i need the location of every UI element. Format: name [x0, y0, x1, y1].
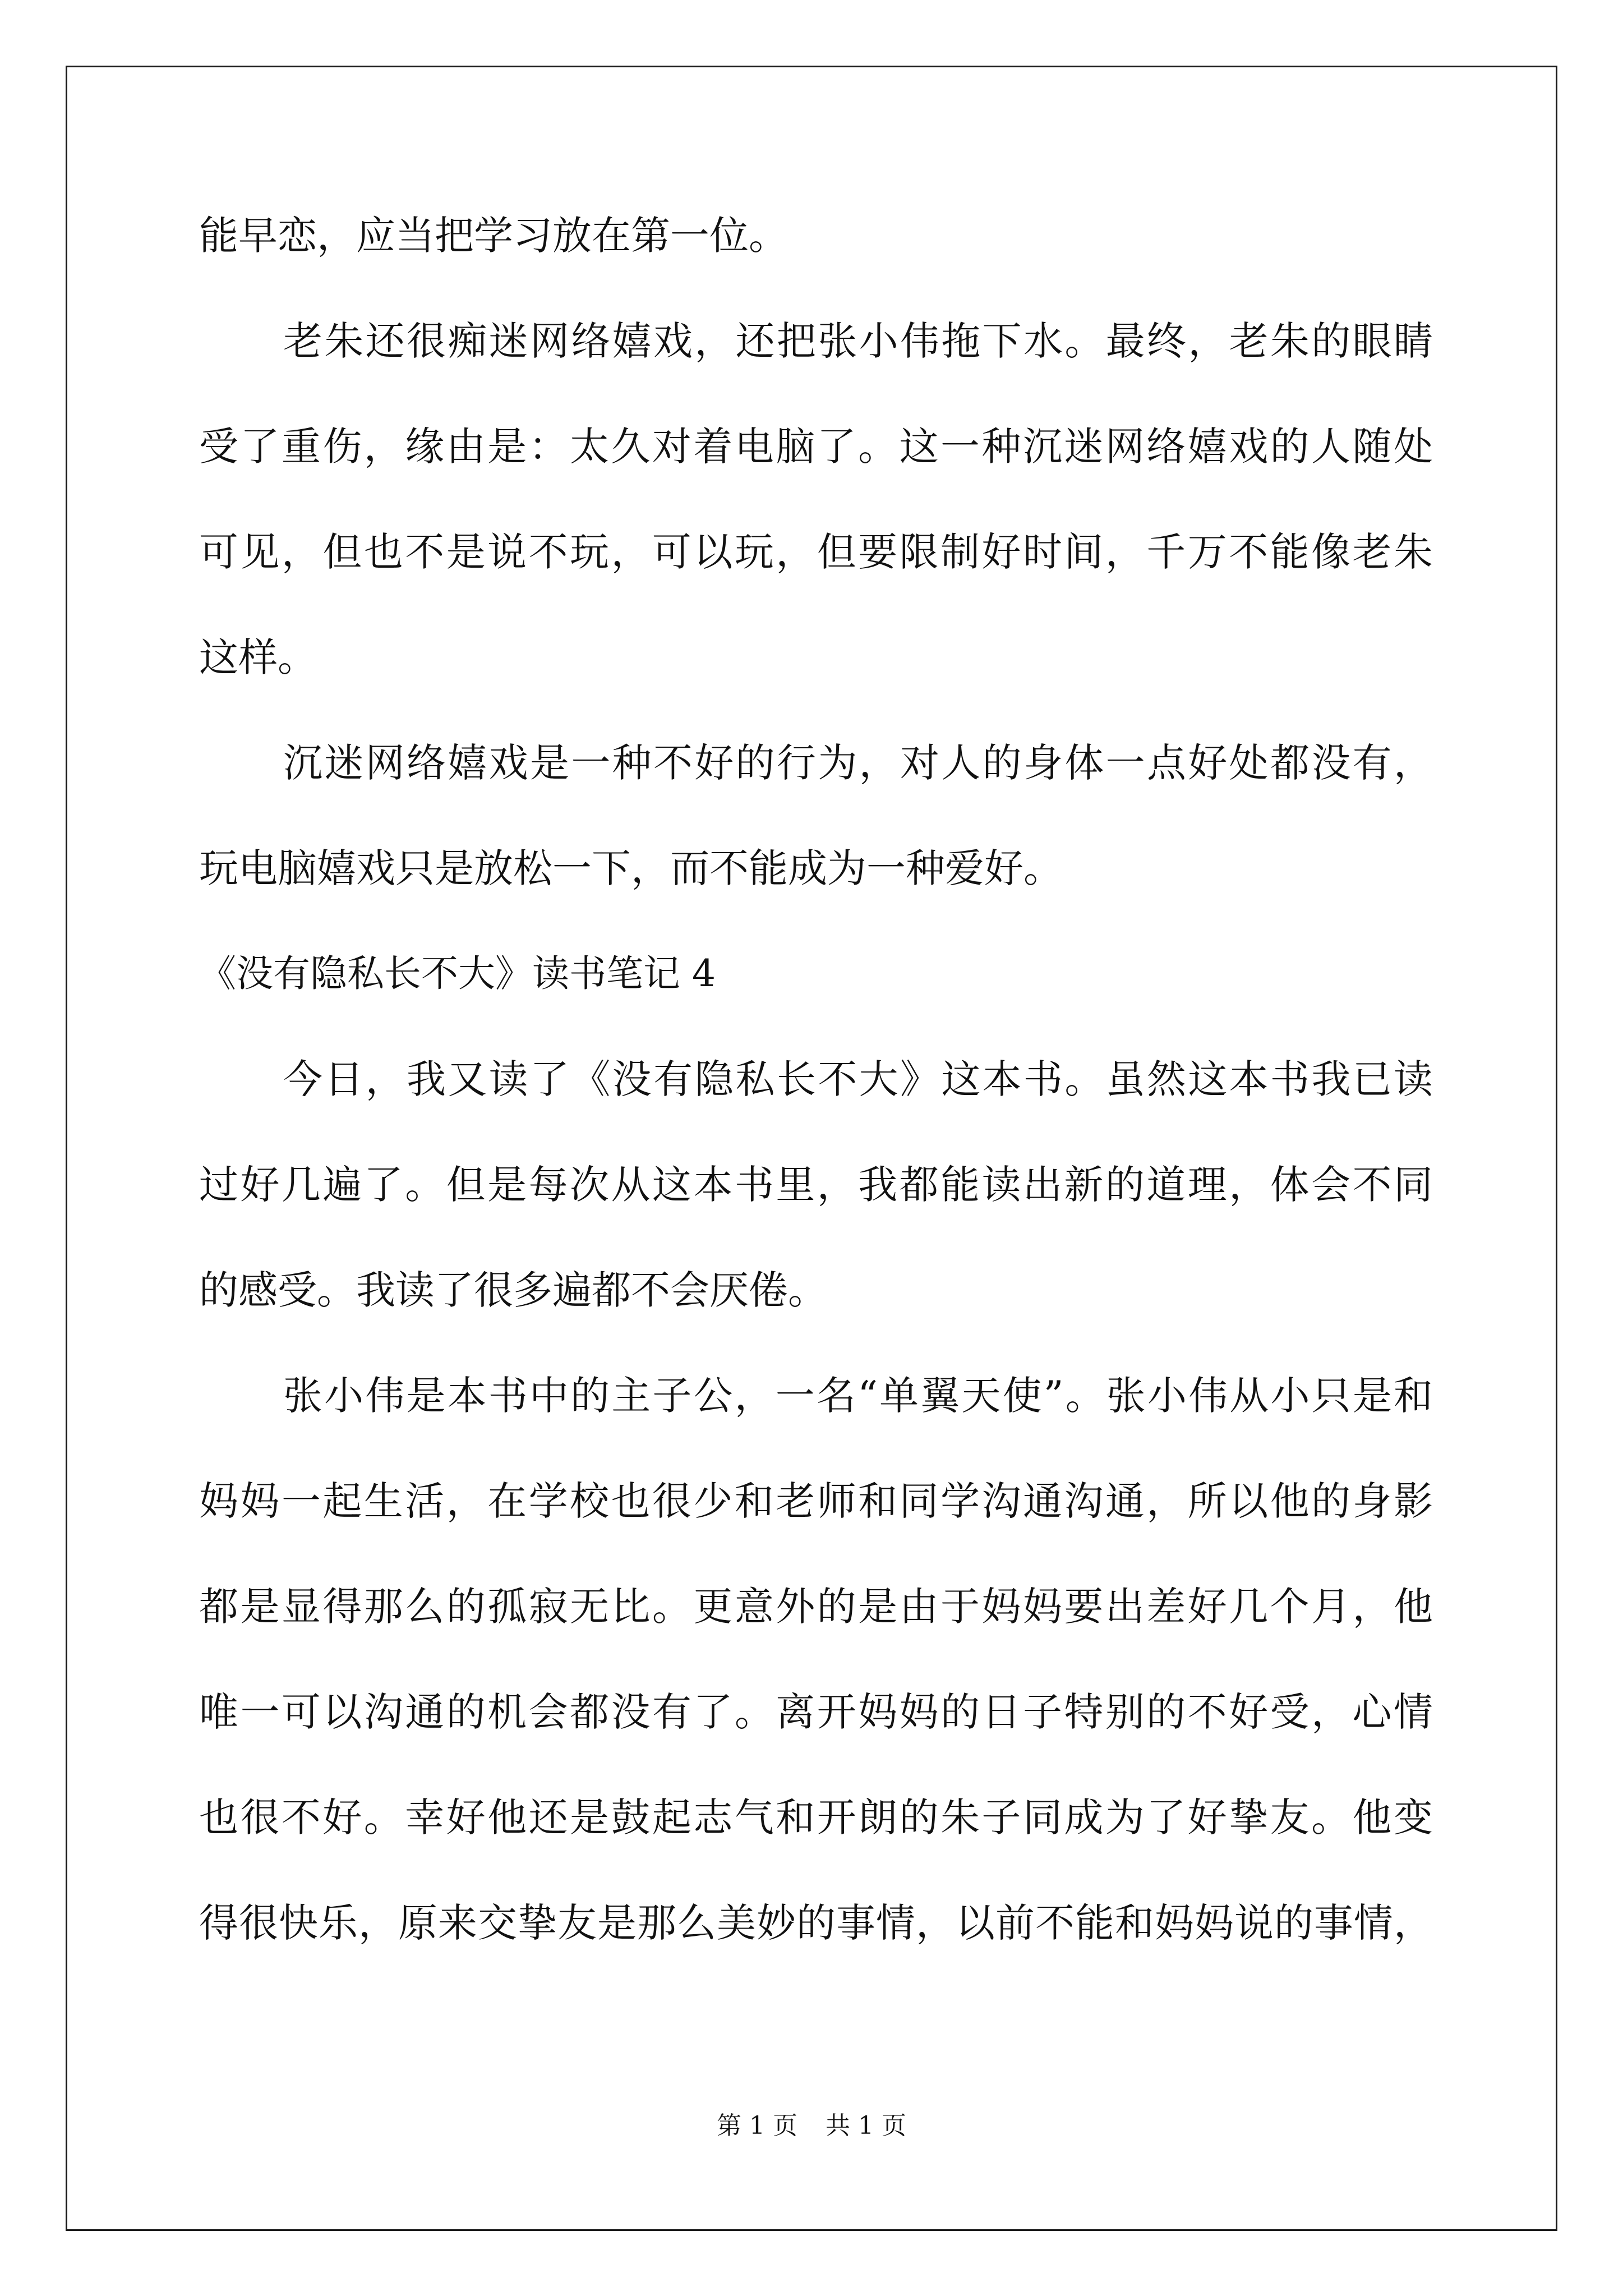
- text-line-5: 这样。: [199, 634, 317, 680]
- text-line-7: 玩电脑嬉戏只是放松一下，而不能成为一种爱好。: [199, 845, 1063, 891]
- text-line-14: 都是显得那么的孤寂无比。更意外的是由于妈妈要出差好几个月，他: [199, 1584, 1433, 1630]
- page-footer: [0, 2110, 1623, 2142]
- text-line-10: 过好几遍了。但是每次从这本书里，我都能读出新的道理，体会不同: [199, 1162, 1433, 1208]
- text-line-6: 沉迷网络嬉戏是一种不好的行为，对人的身体一点好处都没有，: [283, 740, 1433, 786]
- text-line-15: 唯一可以沟通的机会都没有了。离开妈妈的日子特别的不好受，心情: [199, 1689, 1433, 1735]
- page-number-current: 第 1 页: [717, 2111, 797, 2140]
- text-line-1: 能早恋，应当把学习放在第一位。: [199, 213, 788, 259]
- text-line-16: 也很不好。幸好他还是鼓起志气和开朗的朱子同成为了好挚友。他变: [199, 1795, 1433, 1841]
- text-line-3: 受了重伤，缘由是：太久对着电脑了。这一种沉迷网络嬉戏的人随处: [199, 424, 1433, 470]
- page-number-total: 共 1 页: [826, 2111, 906, 2140]
- text-line-11: 的感受。我读了很多遍都不会厌倦。: [199, 1267, 827, 1313]
- text-line-2: 老朱还很痴迷网络嬉戏，还把张小伟拖下水。最终，老朱的眼睛: [283, 318, 1433, 364]
- text-line-13: 妈妈一起生活，在学校也很少和老师和同学沟通沟通，所以他的身影: [199, 1478, 1433, 1524]
- document-body: [199, 213, 1433, 2006]
- section-heading: 《没有隐私长不大》读书笔记 4: [199, 952, 716, 995]
- text-line-17: 得很快乐，原来交挚友是那么美妙的事情，以前不能和妈妈说的事情，: [199, 1900, 1433, 1946]
- text-line-9: 今日，我又读了《没有隐私长不大》这本书。虽然这本书我已读: [283, 1056, 1433, 1102]
- text-line-4: 可见，但也不是说不玩，可以玩，但要限制好时间，千万不能像老朱: [199, 529, 1433, 575]
- text-line-12: 张小伟是本书中的主子公，一名“单翼天使”。张小伟从小只是和: [283, 1373, 1433, 1419]
